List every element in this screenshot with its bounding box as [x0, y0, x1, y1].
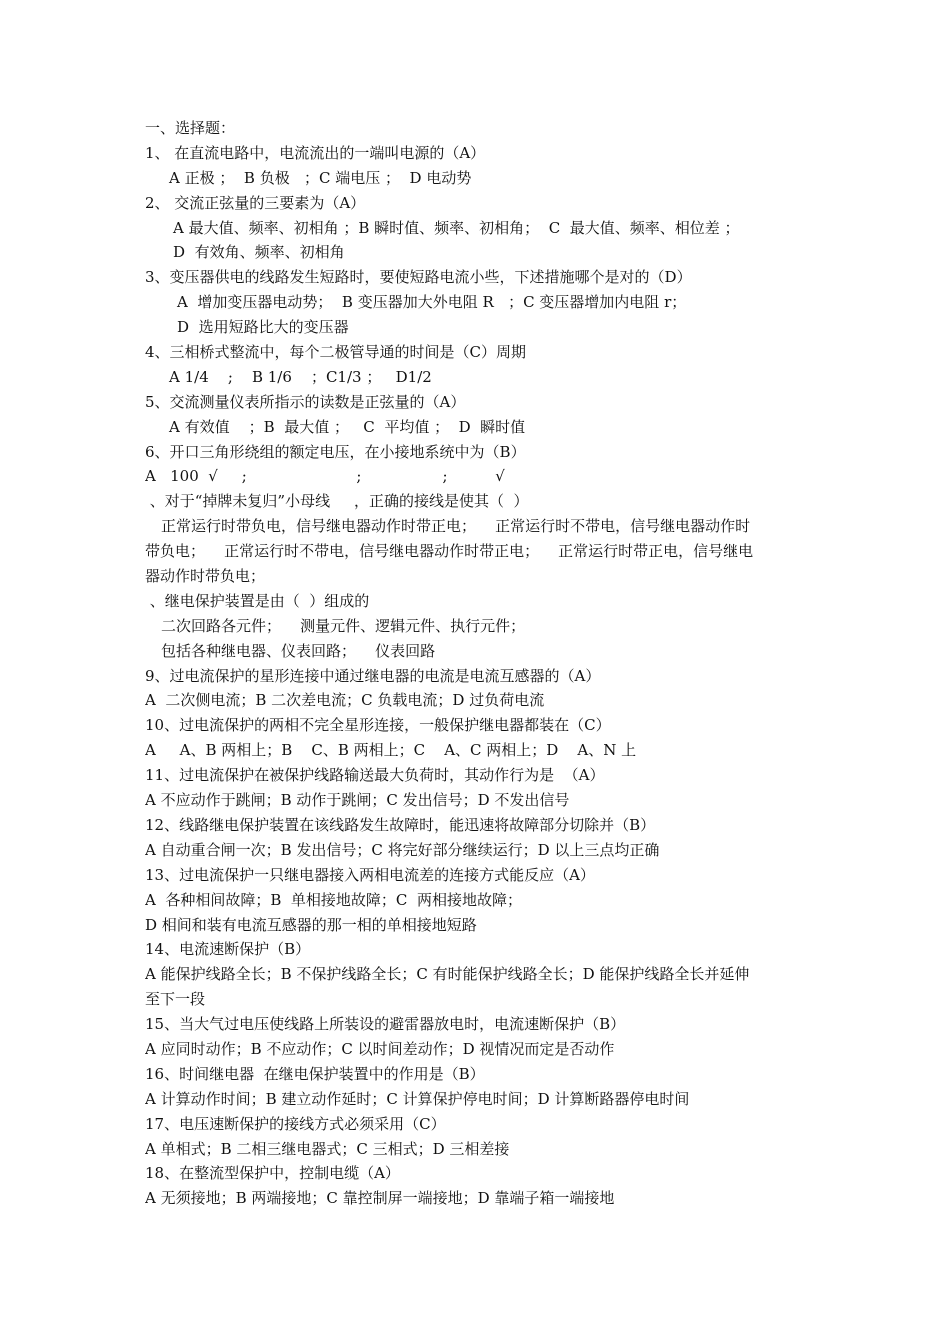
text-line: D 选用短路比大的变压器: [177, 318, 349, 337]
text-line: A 100 √ ; ; ; √: [145, 467, 505, 486]
text-line: A 自动重合闸一次；B 发出信号；C 将完好部分继续运行；D 以上三点均正确: [145, 840, 660, 859]
text-line: 、对于“掉牌未复归”小母线 ，正确的接线是使其（ ）: [145, 492, 529, 511]
text-line: D 相间和装有电流互感器的那一相的单相接地短路: [145, 915, 477, 934]
text-line: 17、电压速断保护的接线方式必须采用（C）: [145, 1114, 446, 1133]
text-line: A 计算动作时间；B 建立动作延时；C 计算保护停电时间；D 计算断路器停电时间: [145, 1089, 690, 1108]
text-line: 至下一段: [145, 990, 206, 1009]
text-line: 10、过电流保护的两相不完全星形连接，一般保护继电器都装在（C）: [145, 716, 611, 735]
text-line: 2、 交流正弦量的三要素为（A）: [145, 193, 366, 212]
text-line: 1、 在直流电路中，电流流出的一端叫电源的（A）: [145, 143, 486, 162]
text-line: 带负电； 正常运行时不带电，信号继电器动作时带正电； 正常运行时带正电，信号继电: [145, 542, 754, 561]
text-line: 5、交流测量仪表所指示的读数是正弦量的（A）: [145, 392, 466, 411]
text-line: 16、时间继电器 在继电保护装置中的作用是（B）: [145, 1064, 485, 1083]
text-line: A 增加变压器电动势； B 变压器加大外电阻 R ；C 变压器增加内电阻 r；: [177, 293, 687, 312]
text-line: 二次回路各元件； 测量元件、逻辑元件、执行元件；: [161, 616, 526, 635]
text-line: A 单相式；B 二相三继电器式；C 三相式；D 三相差接: [145, 1139, 510, 1158]
text-line: 12、线路继电保护装置在该线路发生故障时，能迅速将故障部分切除并（B）: [145, 815, 656, 834]
text-line: A 1/4 ; B 1/6 ；C1/3 ； D1/2: [169, 367, 432, 386]
text-line: A 最大值、频率、初相角 ；B 瞬时值、频率、初相角； C 最大值、频率、相位差 ；: [173, 218, 740, 237]
text-line: A 有效值 ；B 最大值 ； C 平均值 ； D 瞬时值: [169, 417, 526, 436]
text-line: 器动作时带负电；: [145, 567, 266, 586]
text-line: 13、过电流保护一只继电器接入两相电流差的连接方式能反应（A）: [145, 865, 595, 884]
text-line: 11、过电流保护在被保护线路输送最大负荷时，其动作行为是 （A）: [145, 766, 605, 785]
question-list: [145, 116, 825, 1211]
text-line: 18、在整流型保护中，控制电缆（A）: [145, 1164, 400, 1183]
section-title: 一、选择题：: [145, 119, 236, 137]
text-line: A 能保护线路全长；B 不保护线路全长；C 有时能保护线路全长；D 能保护线路全长并延伸: [145, 965, 750, 984]
text-line: A 不应动作于跳闸；B 动作于跳闸；C 发出信号；D 不发出信号: [145, 791, 570, 810]
text-line: A 应同时动作；B 不应动作；C 以时间差动作；D 视情况而定是否动作: [145, 1039, 615, 1058]
text-line: 4、三相桥式整流中，每个二极管导通的时间是（C）周期: [145, 343, 527, 362]
text-line: 3、变压器供电的线路发生短路时，要使短路电流小些，下述措施哪个是对的（D）: [145, 268, 692, 287]
text-line: A A、B 两相上；B C、B 两相上；C A、C 两相上；D A、N 上: [145, 741, 637, 760]
text-line: 正常运行时带负电，信号继电器动作时带正电； 正常运行时不带电，信号继电器动作时: [161, 517, 751, 536]
text-line: 15、当大气过电压使线路上所装设的避雷器放电时，电流速断保护（B）: [145, 1015, 626, 1034]
text-line: 14、电流速断保护（B）: [145, 940, 311, 959]
text-line: A 正极 ； B 负极 ；C 端电压 ； D 电动势: [169, 168, 472, 187]
text-line: A 各种相间故障；B 单相接地故障；C 两相接地故障；: [145, 890, 522, 909]
text-line: D 有效角、频率、初相角: [173, 243, 345, 262]
text-line: 6、开口三角形绕组的额定电压，在小接地系统中为（B）: [145, 442, 526, 461]
text-line: 9、过电流保护的星形连接中通过继电器的电流是电流互感器的（A）: [145, 666, 601, 685]
text-line: 、继电保护装置是由（ ）组成的: [145, 591, 370, 610]
text-line: A 二次侧电流；B 二次差电流；C 负载电流；D 过负荷电流: [145, 691, 545, 710]
text-line: A 无须接地；B 两端接地；C 靠控制屏一端接地；D 靠端子箱一端接地: [145, 1189, 615, 1208]
text-line: 包括各种继电器、仪表回路； 仪表回路: [161, 641, 436, 660]
